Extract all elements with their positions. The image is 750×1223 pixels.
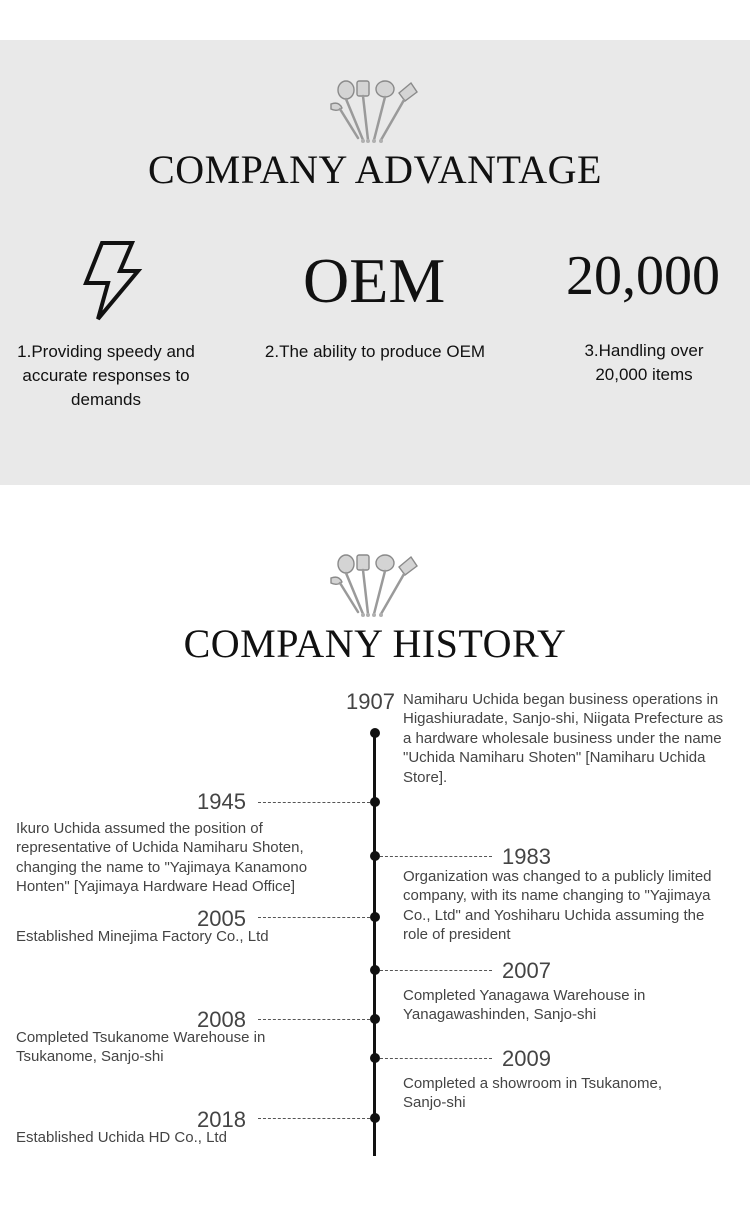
advantage-2-text: 2.The ability to produce OEM — [264, 342, 486, 361]
timeline-connector — [380, 970, 492, 971]
event-year-1983: 1983 — [502, 844, 551, 869]
oem-headline: OEM — [303, 245, 446, 316]
event-text-2018: Established Uchida HD Co., Ltd — [16, 1129, 227, 1146]
advantage-3-text: 3.Handling over 20,000 items — [584, 341, 704, 384]
timeline-connector — [380, 856, 492, 857]
advantage-1-text: 1.Providing speedy and accurate responses to demands — [17, 342, 195, 409]
event-year-2008: 2008 — [197, 1007, 246, 1032]
event-year-2018: 2018 — [197, 1107, 246, 1132]
event-text-2008: Completed Tsukanome Warehouse in Tsukanome, Sanjo-shi — [16, 1029, 266, 1066]
timeline-connector — [258, 1019, 370, 1020]
event-text-2009: Completed a showroom in Tsukanome, Sanjo-shi — [403, 1075, 663, 1112]
event-text-1983: Organization was changed to a publicly limited company, with its name changing to "Yajimaya Co., Ltd" and Yoshiharu Uchida assuming the role of president — [403, 868, 712, 944]
timeline-connector — [258, 917, 370, 918]
timeline-dot — [370, 1113, 380, 1123]
event-text-1907: Namiharu Uchida began business operations in Higashiuradate, Sanjo-shi, Niigata Prefecture as a hardware wholesale business under the name "Uchida Namiharu Shoten" [Namiharu Uchida Store]. — [403, 691, 724, 786]
event-year-1907: 1907 — [346, 689, 395, 714]
event-year-1945: 1945 — [197, 789, 246, 814]
advantage-title: COMPANY ADVANTAGE — [148, 147, 602, 192]
event-text-2007: Completed Yanagawa Warehouse in Yanagawashinden, Sanjo-shi — [403, 987, 646, 1024]
timeline-axis — [373, 732, 376, 1156]
timeline-dot — [370, 1053, 380, 1063]
event-year-2009: 2009 — [502, 1046, 551, 1071]
kitchen-utensils-icon — [325, 550, 425, 622]
timeline-dot — [370, 965, 380, 975]
items-count-headline: 20,000 — [566, 245, 720, 307]
kitchen-utensils-icon — [325, 76, 425, 148]
timeline-connector — [380, 1058, 492, 1059]
timeline-connector — [258, 1118, 370, 1119]
timeline-dot — [370, 728, 380, 738]
timeline-connector — [258, 802, 370, 803]
timeline-dot — [370, 797, 380, 807]
lightning-bolt-icon — [80, 239, 144, 323]
event-text-1945: Ikuro Uchida assumed the position of representative of Uchida Namiharu Shoten, changing the name to "Yajimaya Kanamono Honten" [Yajimaya Hardware Head Office] — [16, 820, 308, 896]
history-title: COMPANY HISTORY — [183, 621, 567, 666]
event-year-2007: 2007 — [502, 958, 551, 983]
event-year-2005: 2005 — [197, 906, 246, 931]
event-text-2005: Established Minejima Factory Co., Ltd — [16, 928, 269, 945]
timeline-dot — [370, 851, 380, 861]
timeline-dot — [370, 1014, 380, 1024]
timeline-dot — [370, 912, 380, 922]
